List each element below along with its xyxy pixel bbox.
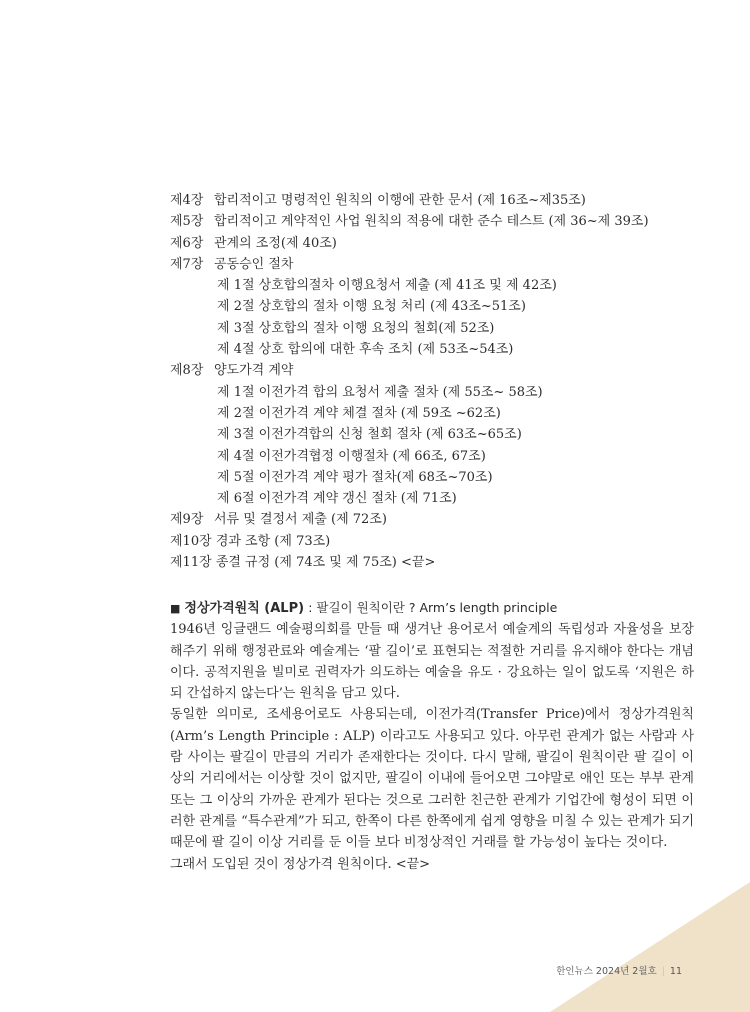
toc-section: 제 1절 상호합의절차 이행요청서 제출 (제 41조 및 제 42조) (217, 278, 557, 294)
toc-chapter-title: 경과 조항 (제 73조) (215, 533, 331, 549)
toc-section: 제 1절 이전가격 합의 요청서 제출 절차 (제 55조~ 58조) (217, 384, 543, 400)
toc-chapter-title: 공동승인 절차 (214, 256, 294, 272)
toc-section: 제 4절 상호 합의에 대한 후속 조치 (제 53조~54조) (217, 342, 514, 358)
toc-chapter-num: 제8장 (170, 363, 204, 379)
toc-chapter-title: 종결 규정 (제 74조 및 제 75조) <끝> (215, 555, 436, 571)
page-footer (556, 963, 682, 977)
toc-section: 제 5절 이전가격 계약 평가 절차(제 68조~70조) (217, 469, 493, 485)
square-bullet-icon: ■ (170, 602, 181, 615)
toc-chapter-num: 제7장 (170, 256, 204, 272)
article-paragraph: 동일한 의미로, 조세용어로도 사용되는데, 이전가격(Transfer Price)에서 정상가격원칙(Arm’s Length Principle : ALP) 이라고도 사용되고 있다. 아무런 관계가 없는 사람과 사람 사이는 팔길이 만큼의 거리가 존재한다는 것이다. 다시 말해, 팔길이 원칙이란 팔 길이 이상의 거리에서는 이상할 것이 없지만, 팔길이 이내에 들어오면 그야말로 애인 또는 부부 관계 또는 그 이상의 가까운 관계가 된다는 것으로 그러한 친근한 관계가 기업간에 형성이 되면 이러한 관계를 “특수관계”가 되고, 한쪽이 다른 한쪽에게 쉽게 영향을 미칠 수 있는 관계가 되기 때문에 팔 길이 이상 거리를 둔 이들 보다 비정상적인 거래를 할 가능성이 높다는 것이다. (170, 707, 694, 851)
toc-chapter-title: 관계의 조정(제 40조) (214, 235, 337, 251)
toc-chapter-num: 제4장 (170, 193, 204, 208)
toc-chapter-9 (170, 509, 710, 530)
toc-chapter-num: 제11장 (170, 555, 212, 571)
toc-section: 제 3절 상호합의 절차 이행 요청의 철회(제 52조) (217, 320, 495, 336)
toc-chapter-num: 제10장 (170, 533, 212, 549)
article-heading (170, 597, 694, 619)
article-title: 정상가격원칙 (ALP) (184, 601, 305, 616)
toc-section: 제 2절 상호합의 절차 이행 요청 처리 (제 43조~51조) (217, 299, 526, 315)
toc-chapter-6 (170, 233, 710, 254)
toc-chapter-title: 서류 및 결정서 제출 (제 72조) (214, 512, 387, 528)
toc-chapter-num: 제5장 (170, 214, 204, 230)
toc-chapter-5 (170, 211, 710, 232)
toc-chapter-title: 양도가격 계약 (214, 363, 294, 379)
toc-chapter-num: 제9장 (170, 512, 204, 528)
page-number: 11 (669, 966, 682, 977)
publication-name: 한인뉴스 2024년 2월호 (556, 966, 657, 977)
article-paragraph: 1946년 잉글랜드 예술평의회를 만들 때 생겨난 용어로서 예술계의 독립성과 자율성을 보장해주기 위해 행정관료와 예술계는 ‘팔 길이’로 표현되는 적절한 거리를 유지해야 한다는 개념이다. 공적지원을 빌미로 권력자가 의도하는 예술을 유도 · 강요하는 일이 없도록 ‘지원은 하되 간섭하지 않는다’는 원칙을 담고 있다. (170, 622, 694, 702)
article-subtitle: : 팔길이 원칙이란 ? Arm’s length principle (308, 600, 558, 615)
toc-section: 제 2절 이전가격 계약 체결 절차 (제 59조 ~62조) (217, 405, 501, 421)
corner-decoration (550, 882, 750, 1012)
toc-section: 제 6절 이전가격 계약 갱신 절차 (제 71조) (217, 491, 457, 507)
toc-chapter-10 (170, 531, 710, 552)
article-alp (170, 597, 694, 875)
toc-chapter-title: 합리적이고 명령적인 원칙의 이행에 관한 문서 (제 16조~제35조) (214, 193, 586, 208)
toc-chapter-4 (170, 190, 710, 211)
toc-chapter-title: 합리적이고 계약적인 사업 원칙의 적용에 대한 준수 테스트 (제 36~제 39조) (214, 214, 649, 230)
toc-chapter-num: 제6장 (170, 235, 204, 251)
toc-section: 제 3절 이전가격합의 신청 철회 절차 (제 63조~65조) (217, 427, 522, 443)
toc-chapter-7 (170, 254, 710, 275)
toc-chapter-11 (170, 552, 710, 573)
toc-chapter-8 (170, 360, 710, 381)
article-paragraph: 그래서 도입된 것이 정상가격 원칙이다. <끝> (170, 856, 431, 872)
toc-section: 제 4절 이전가격협정 이행절차 (제 66조, 67조) (217, 448, 486, 464)
table-of-contents (170, 190, 710, 573)
footer-separator: | (661, 966, 665, 977)
